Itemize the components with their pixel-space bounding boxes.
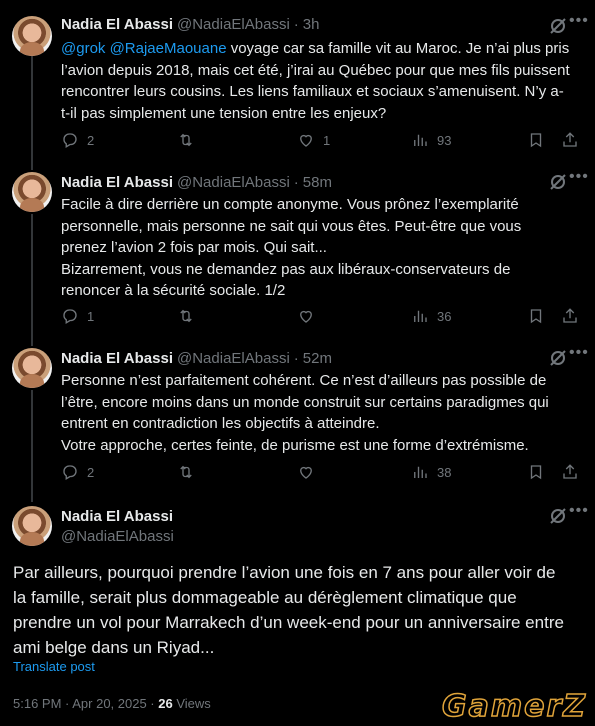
bookmark-button[interactable] [527, 462, 545, 482]
reply-count: 2 [87, 132, 95, 148]
post-text [61, 38, 571, 124]
heart-icon [297, 307, 315, 325]
post-text [61, 194, 571, 302]
action-bar [61, 306, 581, 326]
post-timestamp[interactable]: 5:16 PM · Apr 20, 2025 · [13, 696, 159, 711]
views-button[interactable] [411, 306, 451, 326]
grok-icon[interactable] [548, 172, 568, 192]
views-count: 36 [437, 308, 452, 324]
retweet-button[interactable] [177, 130, 203, 150]
post-time[interactable]: 58m [302, 173, 332, 191]
author-handle[interactable]: @NadiaElAbassi [177, 173, 290, 191]
views-button[interactable] [411, 462, 451, 482]
post-meta [13, 696, 211, 711]
share-icon [561, 131, 579, 149]
author-handle[interactable]: @NadiaElAbassi [177, 349, 290, 367]
post-body: voyage car sa famille vit au Maroc. Je n’ai plus pris l’avion depuis 2018, mais cet été, j’irai au Québec pour que mes fils puissent rencontrer leurs cousins. Les liens familiaux et sociaux s’amenuisent. N’y a-t-il pas simplement une tension entre les enjeux? [61, 40, 570, 122]
reply-icon [61, 463, 79, 481]
share-icon [561, 463, 579, 481]
reply-button[interactable] [61, 306, 94, 326]
retweet-icon [177, 463, 195, 481]
separator: · [293, 15, 299, 33]
like-button[interactable] [297, 462, 323, 482]
grok-icon[interactable] [548, 16, 568, 36]
more-icon[interactable]: ••• [569, 168, 589, 185]
post-time[interactable]: 3h [302, 15, 320, 33]
like-count: 1 [323, 132, 331, 148]
reply-icon [61, 131, 79, 149]
views-count: 26 [158, 696, 173, 711]
share-icon [561, 307, 579, 325]
views-button[interactable] [411, 130, 451, 150]
views-icon [411, 307, 429, 325]
separator: · [293, 349, 299, 367]
translate-link[interactable]: Translate post [13, 659, 95, 674]
views-count: 38 [437, 464, 452, 480]
bookmark-button[interactable] [527, 130, 545, 150]
bookmark-button[interactable] [527, 306, 545, 326]
share-button[interactable] [561, 306, 579, 326]
reply-tweet[interactable] [0, 344, 595, 488]
heart-icon [297, 463, 315, 481]
avatar[interactable] [12, 506, 52, 546]
views-icon [411, 463, 429, 481]
reply-button[interactable] [61, 130, 94, 150]
post-body-line: Facile à dire derrière un compte anonyme. Vous prônez l’exemplarité personnelle, mais personne ne sait qui vous êtes. Peut-être que vous prenez l’avion 2 fois par mois. Qui sait... [61, 196, 522, 256]
more-icon[interactable]: ••• [569, 502, 589, 519]
like-button[interactable] [297, 130, 330, 150]
like-button[interactable] [297, 306, 323, 326]
author-handle[interactable]: @NadiaElAbassi [61, 528, 174, 545]
retweet-icon [177, 307, 195, 325]
retweet-button[interactable] [177, 306, 203, 326]
mention-links[interactable]: @grok @RajaeMaouane [61, 40, 227, 57]
main-post-text: Par ailleurs, pourquoi prendre l’avion une fois en 7 ans pour aller voir de la famille, serait plus dommageable au dérèglement climatique que prendre un vol pour Marrakech d’un week-end pour un anniversaire entre ami belge dans un Riyad... [13, 563, 564, 657]
reply-button[interactable] [61, 462, 94, 482]
post-body-line: Bizarrement, vous ne demandez pas aux libéraux-conservateurs de renoncer à la sécurité sociale. 1/2 [61, 260, 511, 299]
author-name[interactable]: Nadia El Abassi [61, 508, 173, 525]
views-count: 93 [437, 132, 452, 148]
post-body-line: Votre approche, certes feinte, de purisme est une forme d’extrémisme. [61, 436, 529, 454]
post-body-line: Personne n’est parfaitement cohérent. Ce n’est d’ailleurs pas possible de l’être, encore moins dans un monde construit sur certains paradigmes qui entrent en contradiction les objectifs à atteindre. [61, 372, 549, 432]
grok-icon[interactable] [548, 506, 568, 526]
post-text [61, 370, 571, 456]
reply-tweet[interactable] [0, 14, 595, 154]
grok-icon[interactable] [548, 348, 568, 368]
avatar[interactable] [12, 16, 52, 56]
reply-count: 2 [87, 464, 95, 480]
action-bar [61, 130, 581, 150]
avatar[interactable] [12, 172, 52, 212]
author-name[interactable]: Nadia El Abassi [61, 173, 173, 191]
author-name[interactable]: Nadia El Abassi [61, 349, 173, 367]
bookmark-icon [527, 307, 545, 325]
action-bar [61, 462, 581, 482]
author-name[interactable]: Nadia El Abassi [61, 15, 173, 33]
reply-tweet[interactable] [0, 168, 595, 332]
views-icon [411, 131, 429, 149]
reply-icon [61, 307, 79, 325]
views-label: Views [172, 696, 211, 711]
bookmark-icon [527, 463, 545, 481]
heart-icon [297, 131, 315, 149]
share-button[interactable] [561, 462, 579, 482]
watermark-logo: GamerZ [441, 689, 587, 724]
more-icon[interactable]: ••• [569, 12, 589, 29]
retweet-button[interactable] [177, 462, 203, 482]
more-icon[interactable]: ••• [569, 344, 589, 361]
post-time[interactable]: 52m [302, 349, 332, 367]
author-handle[interactable]: @NadiaElAbassi [177, 15, 290, 33]
reply-count: 1 [87, 308, 95, 324]
share-button[interactable] [561, 130, 579, 150]
bookmark-icon [527, 131, 545, 149]
avatar[interactable] [12, 348, 52, 388]
retweet-icon [177, 131, 195, 149]
separator: · [293, 173, 299, 191]
